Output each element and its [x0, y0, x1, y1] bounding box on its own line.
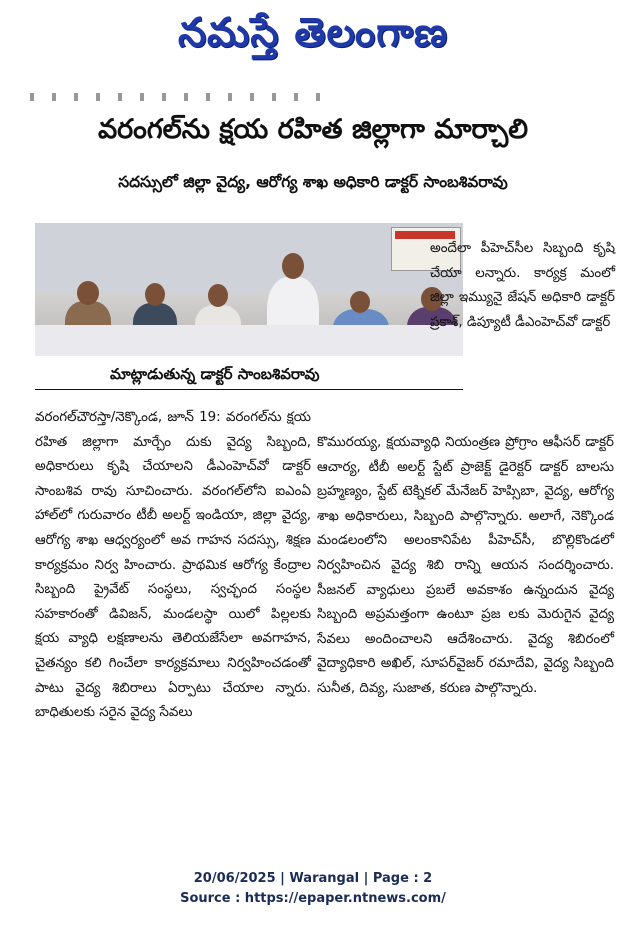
article-photo — [35, 223, 463, 356]
article-body-right-top: అందేలా పీహెచ్‌సీల సిబ్బంది కృషి చేయా లన్నారు. కార్యక్ర మంలో జిల్లా ఇమ్యునై జేషన్ అధికారి డాక్టర్ ప్రకాశ్, డిప్యూటీ డీఎంహెచ్‌వో డాక్టర్ — [430, 241, 615, 330]
footer-source-link[interactable]: Source : https://epaper.ntnews.com/ — [180, 891, 446, 906]
article-subheadline: సదస్సులో జిల్లా వైద్య, ఆరోగ్య శాఖ అధికారి డాక్టర్ సాంబశివరావు — [118, 173, 508, 191]
newspaper-masthead-logo: నమస్తే తెలంగాణ — [177, 10, 449, 56]
page-footer — [0, 869, 626, 909]
photo-person-head — [208, 284, 228, 307]
article-headline: వరంగల్‌ను క్షయ రహిత జిల్లాగా మార్చాలి — [97, 114, 529, 145]
footer-dateline: 20/06/2025 | Warangal | Page : 2 — [193, 871, 433, 886]
cropped-text-strip — [30, 93, 330, 101]
photo-caption: మాట్లాడుతున్న డాక్టర్ సాంబశివరావు — [110, 365, 320, 383]
photo-person-head — [145, 283, 165, 306]
caption-divider — [35, 389, 463, 390]
photo-person-head — [350, 291, 370, 313]
photo-person-head — [77, 281, 99, 305]
article-body-right: కొమురయ్య, క్షయవ్యాధి నియంత్రణ ప్రోగ్రాం ఆఫీసర్ డాక్టర్ ఆచార్య, టీబీ అలర్ట్ స్టేట్ ప్రాజెక్ట్ డైరెక్టర్ డాక్టర్ బాలసు బ్రహ్మణ్యం, స్టేట్ టెక్నికల్ మేనేజర్ హెప్సిబా, వైద్య, ఆరోగ్య శాఖ అధికారులు, సిబ్బంది పాల్గొన్నారు. అలాగే, నెక్కొండ మండలంలోని అలంకానిపేట పీహెచ్‌సీ, బొల్లికొండలో నిర్వహించిన వైద్య శిబి రాన్ని ఆయన సందర్శించారు. సీజనల్ వ్యాధులు ప్రబలే అవకాశం ఉన్నందున వైద్య సిబ్బంది అప్రమత్తంగా ఉంటూ ప్రజ లకు మెరుగైన వైద్య సేవలు అందించాలని ఆదేశించారు. వైద్య శిబిరంలో వైద్యాధికారి అఖిల్, సూపర్‌వైజర్ రమాదేవి, వైద్య సిబ్బంది సునీత, దివ్య, సుజాత, కరుణ పాల్గొన్నారు. — [317, 435, 614, 696]
photo-person-head — [282, 253, 304, 279]
article-body-left: వరంగల్‌చౌరస్తా/నెక్కొండ, జూన్ 19: వరంగల్‌ను క్షయ రహిత జిల్లాగా మార్చేం దుకు వైద్య సిబ్బంది, అధికారులు కృషి చేయాలని డీఎంహెచ్‌వో డాక్టర్ సాంబశివ రావు సూచించారు. వరంగల్‌లోని ఐఎంఏ హాల్‌లో గురువారం టీబీ అలర్ట్ ఇండియా, జిల్లా వైద్య, ఆరోగ్య శాఖ ఆధ్వర్యంలో అవ గాహన సదస్సు, శిక్షణ కార్యక్రమం నిర్వ హించారు. ప్రాథమిక ఆరోగ్య కేంద్రాల సిబ్బంది ప్రైవేట్ సంస్థలు, స్వచ్ఛంద సంస్థల సహకారంతో డివిజన్, మండలస్థా యిలో పిల్లలకు క్షయ వ్యాధి లక్షణాలను తెలియజేసేలా అవగాహన, చైతన్యం కలి గించేలా కార్యక్రమాలు నిర్వహించడంతో పాటు వైద్య శిబిరాలు ఏర్పాటు చేయాల న్నారు. బాధితులకు సరైన వైద్య సేవలు — [35, 410, 311, 721]
photo-table — [35, 325, 463, 356]
